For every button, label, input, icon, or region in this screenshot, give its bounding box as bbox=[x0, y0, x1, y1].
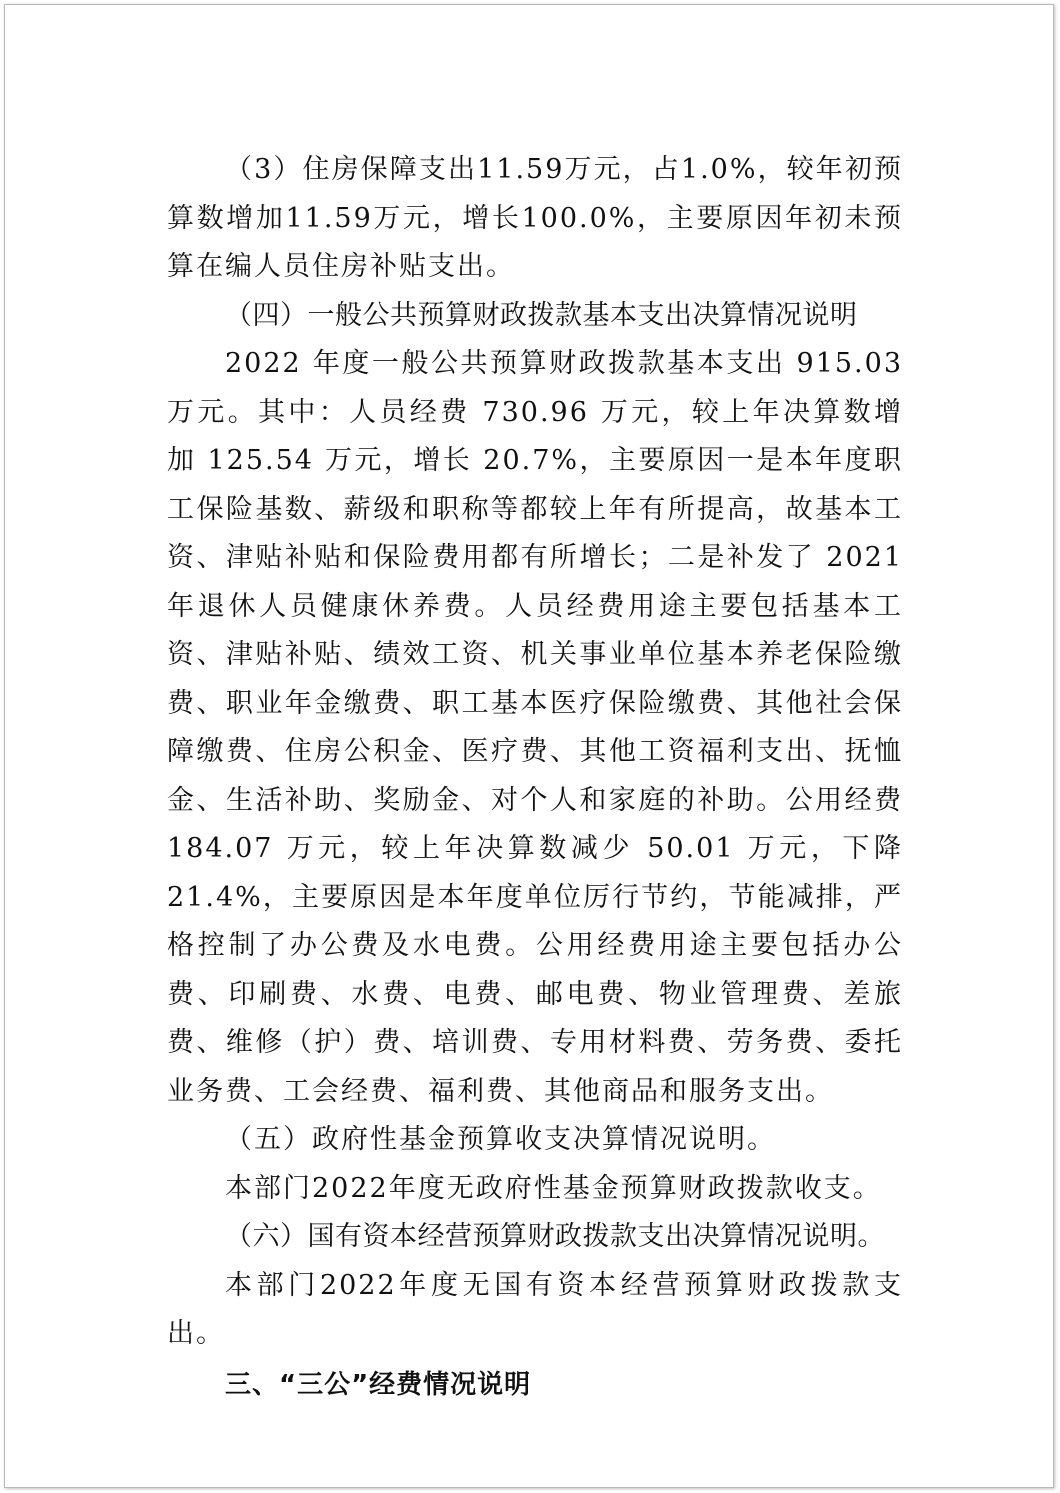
document-page bbox=[4, 4, 1054, 1488]
paragraph-government-fund: 本部门2022年度无政府性基金预算财政拨款收支。 bbox=[225, 1172, 882, 1204]
paragraph-basic-expense-detail: 2022 年度一般公共预算财政拨款基本支出 915.03 万元。其中：人员经费 730.96 万元，较上年决算数增加 125.54 万元，增长 20.7%，主要原因一是本年度职工保险基数、薪级和职称等都较上年有所提高，故基本工资、津贴补贴和保险费用都有所增长；二是补发了 2021 年退休人员健康休养费。人员经费用途主要包括基本工资、津贴补贴、绩效工资、机关事业单位基本养老保险缴费、职业年金缴费、职工基本医疗保险缴费、其他社会保障缴费、住房公积金、医疗费、其他工资福利支出、抚恤金、生活补助、奖励金、对个人和家庭的补助。公用经费 184.07 万元，较上年决算数减少 50.01 万元，下降 21.4%，主要原因是本年度单位厉行节约，节能减排，严格控制了办公费及水电费。公用经费用途主要包括办公费、印刷费、水费、电费、邮电费、物业管理费、差旅费、维修（护）费、培训费、专用材料费、劳务费、委托业务费、工会经费、福利费、其他商品和服务支出。 bbox=[167, 348, 903, 1107]
paragraph-state-capital: 本部门2022年度无国有资本经营预算财政拨款支出。 bbox=[167, 1269, 903, 1349]
subheading-basic-expense: （四）一般公共预算财政拨款基本支出决算情况说明 bbox=[225, 299, 858, 331]
document-body bbox=[167, 146, 903, 1409]
paragraph-housing-expense: （3）住房保障支出11.59万元，占1.0%，较年初预算数增加11.59万元，增长100.0%，主要原因年初未预算在编人员住房补贴支出。 bbox=[167, 154, 903, 282]
subheading-state-capital: （六）国有资本经营预算财政拨款支出决算情况说明。 bbox=[225, 1221, 885, 1252]
section-heading-three-public: 三、“三公”经费情况说明 bbox=[225, 1369, 532, 1400]
subheading-government-fund: （五）政府性基金预算收支决算情况说明。 bbox=[225, 1124, 776, 1155]
